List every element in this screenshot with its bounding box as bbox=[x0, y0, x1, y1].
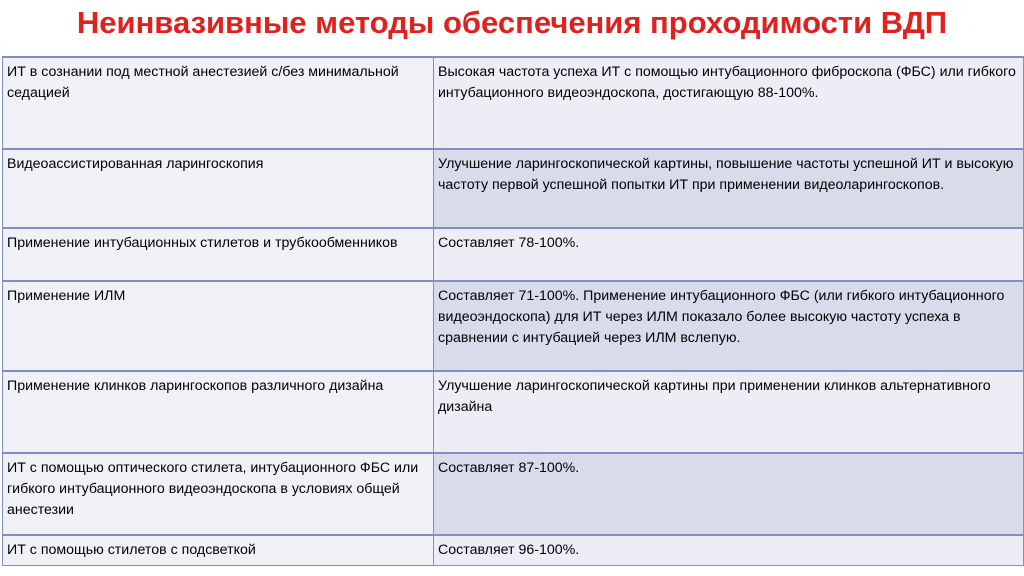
methods-table bbox=[2, 56, 1024, 566]
table-row bbox=[3, 149, 1024, 228]
table-row bbox=[3, 57, 1024, 149]
method-cell: ИТ с помощью оптического стилета, интубационного ФБС или гибкого интубационного видеоэндоскопа в условиях общей анестезии bbox=[3, 453, 434, 535]
table-row bbox=[3, 281, 1024, 371]
method-cell: ИТ с помощью стилетов с подсветкой bbox=[3, 535, 434, 565]
result-cell: Улучшение ларингоскопической картины при применении клинков альтернативного дизайна bbox=[434, 371, 1024, 453]
method-cell: Видеоассистированная ларингоскопия bbox=[3, 149, 434, 228]
result-cell: Высокая частота успеха ИТ с помощью интубационного фиброскопа (ФБС) или гибкого интубационного видеоэндоскопа, достигающую 88-100%. bbox=[434, 57, 1024, 149]
result-cell: Составляет 87-100%. bbox=[434, 453, 1024, 535]
table-row bbox=[3, 453, 1024, 535]
result-cell: Улучшение ларингоскопической картины, повышение частоты успешной ИТ и высокую частоту первой успешной попытки ИТ при применении видеоларингоскопов. bbox=[434, 149, 1024, 228]
result-cell: Составляет 78-100%. bbox=[434, 228, 1024, 281]
method-cell: Применение клинков ларингоскопов различного дизайна bbox=[3, 371, 434, 453]
table-row bbox=[3, 535, 1024, 565]
table-row bbox=[3, 228, 1024, 281]
result-cell: Составляет 96-100%. bbox=[434, 535, 1024, 565]
method-cell: Применение интубационных стилетов и трубкообменников bbox=[3, 228, 434, 281]
table-row bbox=[3, 371, 1024, 453]
slide-title: Неинвазивные методы обеспечения проходимости ВДП bbox=[76, 5, 948, 40]
method-cell: ИТ в сознании под местной анестезией с/без минимальной седацией bbox=[3, 57, 434, 149]
result-cell: Составляет 71-100%. Применение интубационного ФБС (или гибкого интубационного видеоэндоскопа) для ИТ через ИЛМ показало более высокую частоту успеха в сравнении с интубацией через ИЛМ вслепую. bbox=[434, 281, 1024, 371]
method-cell: Применение ИЛМ bbox=[3, 281, 434, 371]
